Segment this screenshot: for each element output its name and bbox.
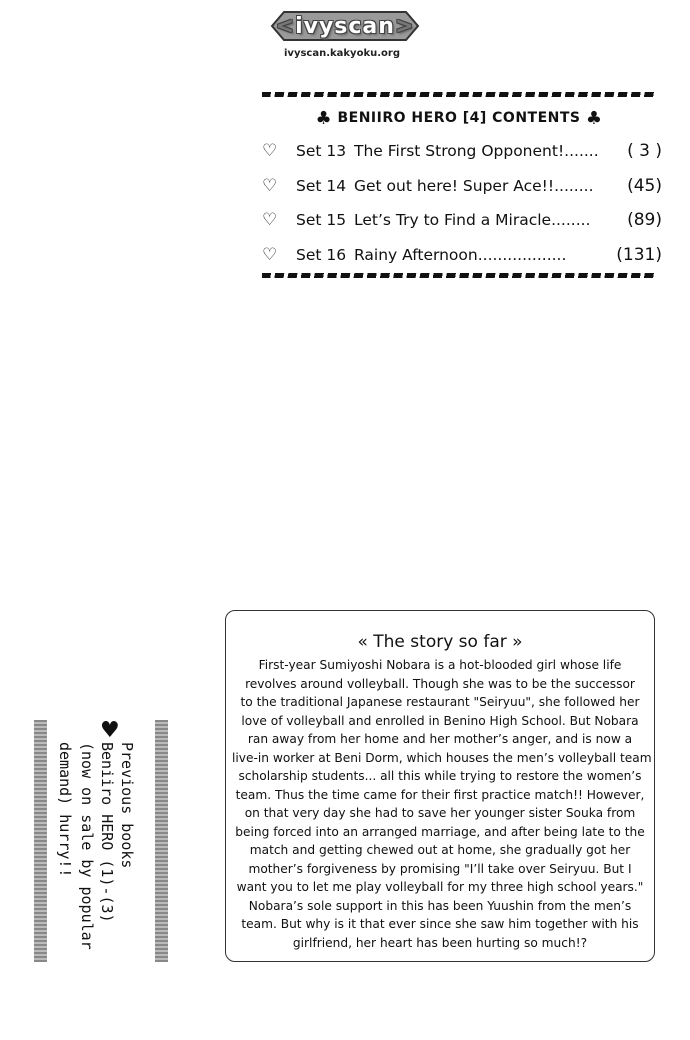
heart-outline-icon: ♡ — [262, 141, 278, 162]
club-icon: ♣ — [315, 108, 333, 129]
story-line: scholarship students... all this while trying to restore the women’s — [238, 769, 642, 783]
story-line: want you to let me play volleyball for my three high school years." — [236, 880, 644, 894]
story-line: First-year Sumiyoshi Nobara is a hot-blooded girl whose life — [258, 658, 622, 672]
toc-chapter-title: Let’s Try to Find a Miracle........ — [354, 211, 591, 230]
panel-border-left — [34, 720, 47, 962]
toc-bottom-rule — [262, 273, 656, 278]
heart-outline-icon: ♡ — [262, 244, 278, 265]
toc-set-number: Set 16 — [296, 245, 347, 264]
previous-books-line: Beniiro HERO (1)-(3) — [98, 742, 116, 923]
story-line: team. Thus the time came for their first practice match!! However, — [235, 787, 645, 802]
story-line: on that very day she had to save her younger sister Souka from — [244, 806, 636, 820]
toc-title — [262, 108, 656, 129]
story-line: being forced into an arranged marriage, and after being late to the — [235, 824, 645, 839]
story-line: match and getting chewed out at home, she gradually got her — [249, 843, 631, 857]
story-title: « The story so far » — [357, 632, 523, 652]
story-line: revolves around volleyball. Though she was to be the successor — [245, 676, 635, 691]
previous-books-line: Previous books — [118, 742, 136, 869]
story-line: love of volleyball and enrolled in Benino High School. But Nobara — [241, 713, 639, 728]
story-line: live-in worker at Beni Dorm, which houses the men’s volleyball team — [232, 750, 652, 765]
logo-bracket-left: < — [275, 13, 296, 39]
toc-chapter-title: Get out here! Super Ace!!........ — [354, 176, 594, 195]
scanlator-logo — [266, 6, 424, 46]
logo-name: ivyscan — [295, 13, 395, 39]
scanlator-url: ivyscan.kakyoku.org — [284, 48, 400, 59]
story-line: Nobara’s sole support in this has been Yuushin from the men’s — [248, 898, 632, 913]
story-line: girlfriend, her heart has been hurting so much!? — [292, 935, 588, 950]
logo-bracket-right: > — [394, 13, 415, 39]
logo-text — [266, 6, 424, 46]
story-line: to the traditional Japanese restaurant "Seiryuu", she followed her — [240, 695, 640, 709]
toc-set-number: Set 13 — [296, 142, 347, 161]
previous-books-line: demand) hurry!! — [56, 742, 74, 878]
toc-page-number: (131) — [616, 244, 662, 265]
toc-item — [262, 134, 662, 169]
toc-set-number: Set 15 — [296, 211, 347, 230]
story-body — [232, 656, 652, 952]
toc-page-number: ( 3 ) — [627, 141, 662, 162]
story-line: ran away from her home and her mother’s anger, and is now a — [247, 732, 633, 746]
toc-top-rule — [262, 92, 656, 97]
heart-outline-icon: ♡ — [262, 210, 278, 231]
heart-outline-icon: ♡ — [262, 175, 278, 196]
club-icon: ♣ — [585, 108, 603, 129]
toc-title-text: BENIIRO HERO [4] CONTENTS — [337, 110, 581, 126]
toc-item — [262, 203, 662, 238]
heart-solid-icon: ♥ — [100, 718, 120, 743]
story-line: mother’s forgiveness by promising "I’ll take over Seiryuu. But I — [248, 861, 632, 876]
story-line: team. But why is it that ever since she saw him together with his — [241, 917, 639, 931]
toc-chapter-title: Rainy Afternoon.................. — [354, 245, 567, 264]
toc-chapter-title: The First Strong Opponent!....... — [354, 142, 599, 161]
panel-border-right — [155, 720, 168, 962]
toc-page-number: (45) — [627, 175, 662, 196]
previous-books-line: (now on sale by popular — [78, 742, 96, 950]
toc-item — [262, 238, 662, 273]
toc-set-number: Set 14 — [296, 176, 347, 195]
toc-list — [262, 134, 662, 272]
toc-page-number: (89) — [627, 210, 662, 231]
toc-item — [262, 169, 662, 204]
